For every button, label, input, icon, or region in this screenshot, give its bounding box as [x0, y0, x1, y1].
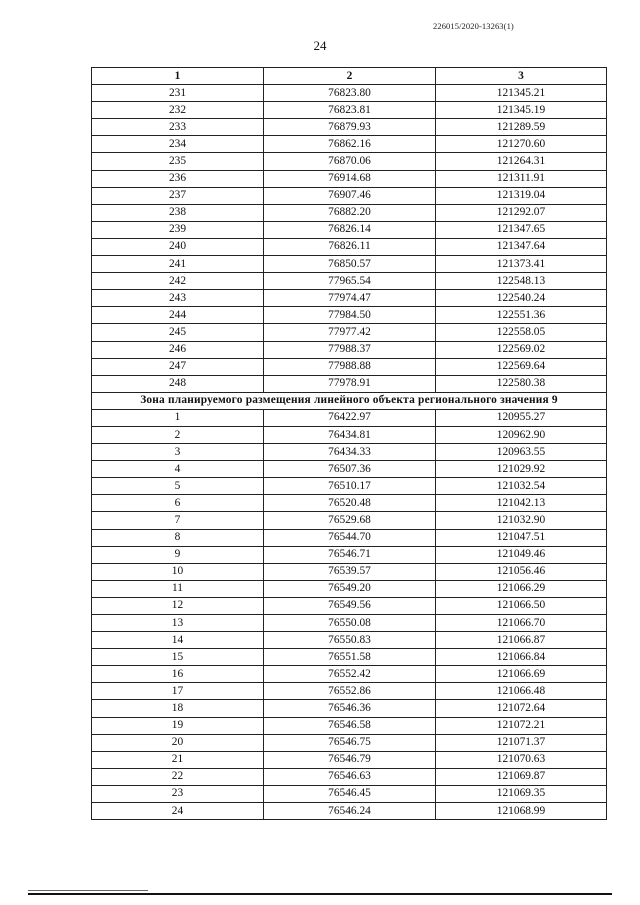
- y-coordinate-cell: 121066.87: [436, 632, 607, 649]
- table-row: [92, 649, 607, 666]
- x-coordinate-cell: 76539.57: [264, 563, 436, 580]
- table-row: [92, 768, 607, 785]
- point-number-cell: 246: [92, 341, 264, 358]
- footer-rule: [28, 893, 612, 895]
- section-title: Зона планируемого размещения линейного объекта регионального значения 9: [92, 392, 607, 409]
- y-coordinate-cell: 121264.31: [436, 153, 607, 170]
- table-row: [92, 170, 607, 187]
- x-coordinate-cell: 76434.33: [264, 444, 436, 461]
- point-number-cell: 17: [92, 683, 264, 700]
- y-coordinate-cell: 121068.99: [436, 803, 607, 820]
- y-coordinate-cell: 122569.64: [436, 358, 607, 375]
- table-row: [92, 478, 607, 495]
- point-number-cell: 232: [92, 102, 264, 119]
- point-number-cell: 233: [92, 119, 264, 136]
- y-coordinate-cell: 121070.63: [436, 751, 607, 768]
- table-row: [92, 307, 607, 324]
- point-number-cell: 244: [92, 307, 264, 324]
- point-number-cell: 240: [92, 238, 264, 255]
- x-coordinate-cell: 77977.42: [264, 324, 436, 341]
- table-row: [92, 597, 607, 614]
- point-number-cell: 235: [92, 153, 264, 170]
- x-coordinate-cell: 76552.42: [264, 666, 436, 683]
- table-row: [92, 546, 607, 563]
- y-coordinate-cell: 120955.27: [436, 409, 607, 426]
- point-number-cell: 20: [92, 734, 264, 751]
- table-row: [92, 666, 607, 683]
- y-coordinate-cell: 122569.02: [436, 341, 607, 358]
- y-coordinate-cell: 121072.64: [436, 700, 607, 717]
- table-row: [92, 221, 607, 238]
- point-number-cell: 18: [92, 700, 264, 717]
- y-coordinate-cell: 121319.04: [436, 187, 607, 204]
- table-row: [92, 751, 607, 768]
- y-coordinate-cell: 121345.21: [436, 85, 607, 102]
- table-body-after: [92, 409, 607, 819]
- x-coordinate-cell: 76870.06: [264, 153, 436, 170]
- point-number-cell: 234: [92, 136, 264, 153]
- point-number-cell: 9: [92, 546, 264, 563]
- column-header: 2: [264, 68, 436, 85]
- point-number-cell: 4: [92, 461, 264, 478]
- y-coordinate-cell: 121049.46: [436, 546, 607, 563]
- y-coordinate-cell: 121042.13: [436, 495, 607, 512]
- point-number-cell: 6: [92, 495, 264, 512]
- x-coordinate-cell: 76914.68: [264, 170, 436, 187]
- point-number-cell: 8: [92, 529, 264, 546]
- point-number-cell: 21: [92, 751, 264, 768]
- table-row: [92, 119, 607, 136]
- y-coordinate-cell: 121056.46: [436, 563, 607, 580]
- y-coordinate-cell: 120962.90: [436, 426, 607, 443]
- y-coordinate-cell: 121032.54: [436, 478, 607, 495]
- y-coordinate-cell: 121292.07: [436, 204, 607, 221]
- point-number-cell: 7: [92, 512, 264, 529]
- x-coordinate-cell: 76507.36: [264, 461, 436, 478]
- table-row: [92, 273, 607, 290]
- point-number-cell: 248: [92, 375, 264, 392]
- x-coordinate-cell: 76850.57: [264, 256, 436, 273]
- table-body-before: [92, 85, 607, 393]
- x-coordinate-cell: 77974.47: [264, 290, 436, 307]
- point-number-cell: 22: [92, 768, 264, 785]
- table-row: [92, 734, 607, 751]
- x-coordinate-cell: 76544.70: [264, 529, 436, 546]
- table-row: [92, 632, 607, 649]
- table-row: [92, 615, 607, 632]
- section-body: [92, 392, 607, 409]
- point-number-cell: 24: [92, 803, 264, 820]
- point-number-cell: 238: [92, 204, 264, 221]
- y-coordinate-cell: 121047.51: [436, 529, 607, 546]
- x-coordinate-cell: 76907.46: [264, 187, 436, 204]
- y-coordinate-cell: 121347.64: [436, 238, 607, 255]
- x-coordinate-cell: 77984.50: [264, 307, 436, 324]
- table-row: [92, 803, 607, 820]
- page-number: 24: [313, 38, 327, 53]
- point-number-cell: 236: [92, 170, 264, 187]
- x-coordinate-cell: 76546.71: [264, 546, 436, 563]
- x-coordinate-cell: 76549.20: [264, 580, 436, 597]
- y-coordinate-cell: 121066.70: [436, 615, 607, 632]
- point-number-cell: 11: [92, 580, 264, 597]
- table-row: [92, 461, 607, 478]
- point-number-cell: 10: [92, 563, 264, 580]
- y-coordinate-cell: 121289.59: [436, 119, 607, 136]
- point-number-cell: 242: [92, 273, 264, 290]
- table-row: [92, 580, 607, 597]
- x-coordinate-cell: 76826.14: [264, 221, 436, 238]
- table-row: [92, 529, 607, 546]
- y-coordinate-cell: 121066.84: [436, 649, 607, 666]
- x-coordinate-cell: 76550.08: [264, 615, 436, 632]
- table-header-row: [92, 68, 607, 85]
- y-coordinate-cell: 121066.50: [436, 597, 607, 614]
- point-number-cell: 23: [92, 785, 264, 802]
- point-number-cell: 19: [92, 717, 264, 734]
- section-row: [92, 392, 607, 409]
- table-row: [92, 341, 607, 358]
- x-coordinate-cell: 77988.37: [264, 341, 436, 358]
- point-number-cell: 237: [92, 187, 264, 204]
- point-number-cell: 1: [92, 409, 264, 426]
- table-row: [92, 136, 607, 153]
- table-row: [92, 700, 607, 717]
- x-coordinate-cell: 76551.58: [264, 649, 436, 666]
- point-number-cell: 243: [92, 290, 264, 307]
- x-coordinate-cell: 76546.79: [264, 751, 436, 768]
- table-row: [92, 495, 607, 512]
- table-row: [92, 102, 607, 119]
- x-coordinate-cell: 76823.81: [264, 102, 436, 119]
- table-row: [92, 238, 607, 255]
- table-row: [92, 358, 607, 375]
- coordinates-table: [91, 67, 607, 820]
- y-coordinate-cell: 122580.38: [436, 375, 607, 392]
- x-coordinate-cell: 76546.36: [264, 700, 436, 717]
- x-coordinate-cell: 76422.97: [264, 409, 436, 426]
- y-coordinate-cell: 121071.37: [436, 734, 607, 751]
- y-coordinate-cell: 121311.91: [436, 170, 607, 187]
- table-row: [92, 785, 607, 802]
- table-row: [92, 375, 607, 392]
- y-coordinate-cell: 121069.87: [436, 768, 607, 785]
- point-number-cell: 3: [92, 444, 264, 461]
- y-coordinate-cell: 122558.05: [436, 324, 607, 341]
- y-coordinate-cell: 121029.92: [436, 461, 607, 478]
- x-coordinate-cell: 76546.58: [264, 717, 436, 734]
- table-row: [92, 512, 607, 529]
- x-coordinate-cell: 76546.63: [264, 768, 436, 785]
- point-number-cell: 2: [92, 426, 264, 443]
- point-number-cell: 13: [92, 615, 264, 632]
- table-row: [92, 85, 607, 102]
- x-coordinate-cell: 76434.81: [264, 426, 436, 443]
- point-number-cell: 245: [92, 324, 264, 341]
- x-coordinate-cell: 76862.16: [264, 136, 436, 153]
- table-row: [92, 324, 607, 341]
- table-row: [92, 563, 607, 580]
- x-coordinate-cell: 76882.20: [264, 204, 436, 221]
- y-coordinate-cell: 121270.60: [436, 136, 607, 153]
- x-coordinate-cell: 77978.91: [264, 375, 436, 392]
- point-number-cell: 12: [92, 597, 264, 614]
- table-row: [92, 187, 607, 204]
- table-row: [92, 409, 607, 426]
- x-coordinate-cell: 76826.11: [264, 238, 436, 255]
- x-coordinate-cell: 77965.54: [264, 273, 436, 290]
- y-coordinate-cell: 120963.55: [436, 444, 607, 461]
- point-number-cell: 231: [92, 85, 264, 102]
- x-coordinate-cell: 76552.86: [264, 683, 436, 700]
- table-row: [92, 256, 607, 273]
- y-coordinate-cell: 121072.21: [436, 717, 607, 734]
- y-coordinate-cell: 121347.65: [436, 221, 607, 238]
- point-number-cell: 14: [92, 632, 264, 649]
- table-row: [92, 683, 607, 700]
- x-coordinate-cell: 76546.24: [264, 803, 436, 820]
- y-coordinate-cell: 121345.19: [436, 102, 607, 119]
- column-header: 3: [436, 68, 607, 85]
- y-coordinate-cell: 121066.29: [436, 580, 607, 597]
- table-row: [92, 204, 607, 221]
- y-coordinate-cell: 121069.35: [436, 785, 607, 802]
- point-number-cell: 247: [92, 358, 264, 375]
- x-coordinate-cell: 76549.56: [264, 597, 436, 614]
- x-coordinate-cell: 76546.75: [264, 734, 436, 751]
- point-number-cell: 241: [92, 256, 264, 273]
- y-coordinate-cell: 122551.36: [436, 307, 607, 324]
- y-coordinate-cell: 121066.69: [436, 666, 607, 683]
- point-number-cell: 15: [92, 649, 264, 666]
- y-coordinate-cell: 122548.13: [436, 273, 607, 290]
- x-coordinate-cell: 76510.17: [264, 478, 436, 495]
- y-coordinate-cell: 121066.48: [436, 683, 607, 700]
- y-coordinate-cell: 121373.41: [436, 256, 607, 273]
- table-row: [92, 426, 607, 443]
- document-id: 226015/2020-13263(1): [433, 21, 514, 31]
- table-row: [92, 717, 607, 734]
- point-number-cell: 5: [92, 478, 264, 495]
- x-coordinate-cell: 76529.68: [264, 512, 436, 529]
- x-coordinate-cell: 76520.48: [264, 495, 436, 512]
- table-row: [92, 444, 607, 461]
- table-row: [92, 290, 607, 307]
- x-coordinate-cell: 76823.80: [264, 85, 436, 102]
- x-coordinate-cell: 77988.88: [264, 358, 436, 375]
- table-row: [92, 153, 607, 170]
- point-number-cell: 239: [92, 221, 264, 238]
- x-coordinate-cell: 76879.93: [264, 119, 436, 136]
- y-coordinate-cell: 122540.24: [436, 290, 607, 307]
- column-header: 1: [92, 68, 264, 85]
- y-coordinate-cell: 121032.90: [436, 512, 607, 529]
- x-coordinate-cell: 76550.83: [264, 632, 436, 649]
- x-coordinate-cell: 76546.45: [264, 785, 436, 802]
- footer-rule-thin: [28, 890, 148, 891]
- point-number-cell: 16: [92, 666, 264, 683]
